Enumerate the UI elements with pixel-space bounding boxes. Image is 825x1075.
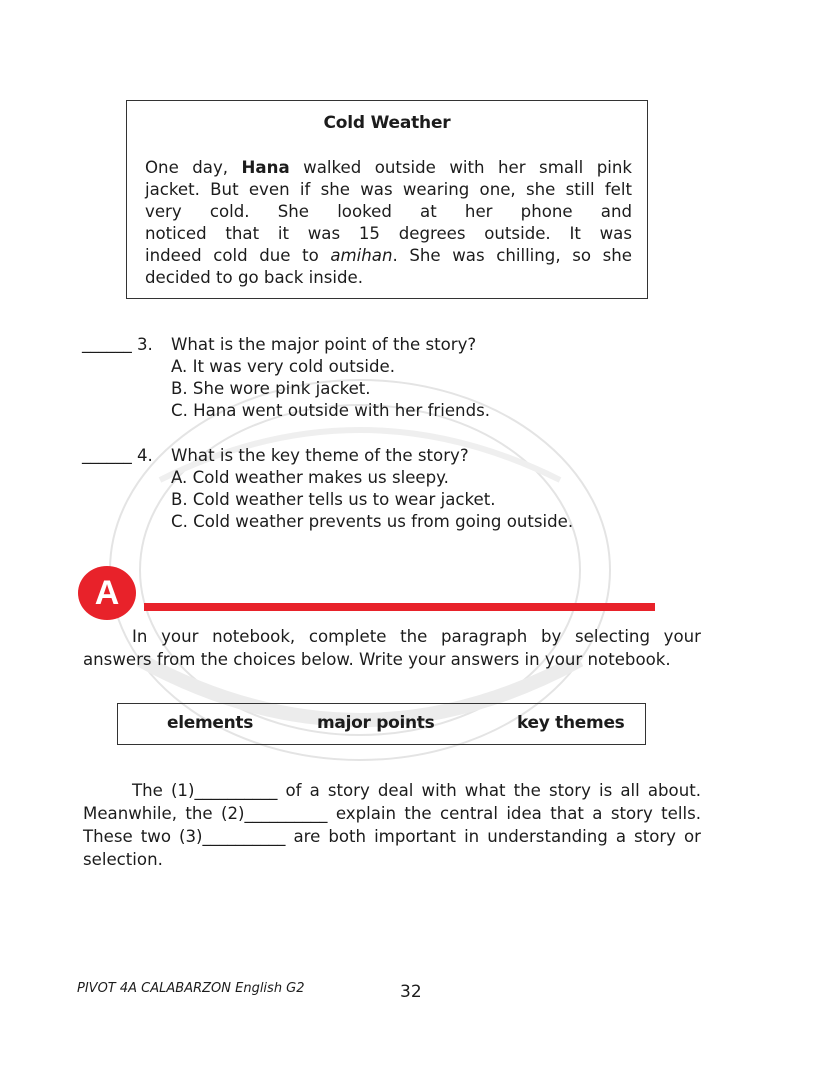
answer-blank[interactable]: ______ — [82, 445, 132, 464]
question-option: C. Hana went outside with her friends. — [171, 401, 491, 420]
story-line-4: noticed that it was 15 degrees outside. It was — [145, 224, 632, 243]
paragraph-line-2: Meanwhile, the (2)__________ explain the central idea that a story tells. — [83, 804, 701, 823]
question-number: 3. — [137, 335, 153, 354]
question-number: 4. — [137, 446, 153, 465]
story-character-name: Hana — [241, 158, 290, 177]
choice-word: major points — [317, 713, 435, 733]
question-option: B. She wore pink jacket. — [171, 379, 371, 398]
story-title: Cold Weather — [323, 113, 451, 133]
choice-word: key themes — [517, 713, 625, 733]
instruction-line-2: answers from the choices below. Write your answers in your notebook. — [83, 650, 671, 669]
question-prompt: What is the key theme of the story? — [171, 446, 469, 465]
question-prompt: What is the major point of the story? — [171, 335, 477, 354]
section-a-badge: A — [78, 566, 136, 620]
paragraph-line-4: selection. — [83, 850, 163, 869]
question-option: A. It was very cold outside. — [171, 357, 396, 376]
question-option: C. Cold weather prevents us from going outside. — [171, 512, 574, 531]
paragraph-line-1: The (1)__________ of a story deal with what the story is all about. — [132, 781, 701, 800]
story-line-2: jacket. But even if she was wearing one, she still felt — [145, 180, 632, 199]
question-option: B. Cold weather tells us to wear jacket. — [171, 490, 496, 509]
choice-word: elements — [167, 713, 254, 733]
story-line-1: One day, Hana walked outside with her small pink — [145, 158, 633, 177]
section-divider-bar — [144, 603, 655, 611]
paragraph-line-3: These two (3)__________ are both important in understanding a story or — [83, 827, 701, 846]
story-line-3: very cold. She looked at her phone and — [145, 202, 632, 221]
footer-source: PIVOT 4A CALABARZON English G2 — [77, 981, 305, 996]
story-line-5: indeed cold due to amihan. She was chilling, so she — [145, 246, 632, 265]
page-number: 32 — [400, 982, 422, 1002]
instruction-line-1: In your notebook, complete the paragraph by selecting your — [132, 627, 701, 646]
answer-blank[interactable]: ______ — [82, 334, 132, 353]
story-line-6: decided to go back inside. — [145, 268, 364, 287]
question-option: A. Cold weather makes us sleepy. — [171, 468, 449, 487]
